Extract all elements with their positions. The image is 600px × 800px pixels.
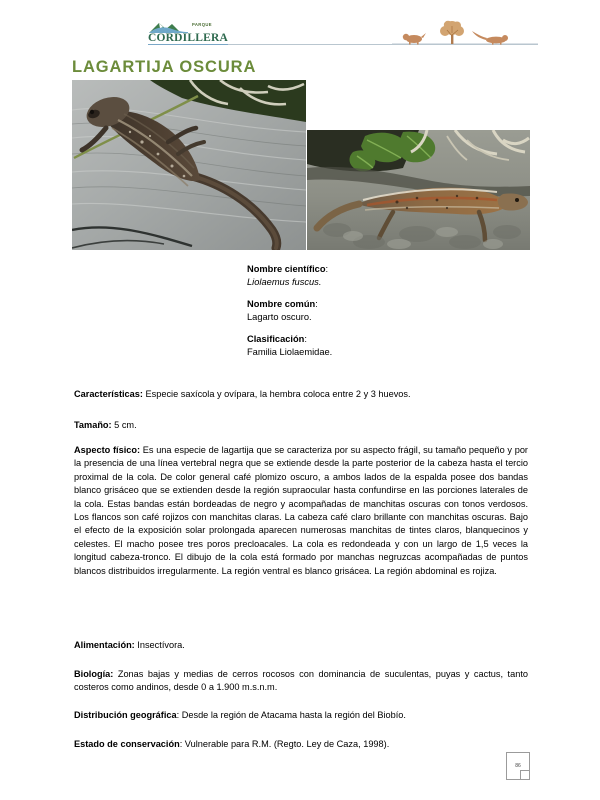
section-caracteristicas [74, 388, 528, 401]
logo-parque-text: PARQUE [192, 22, 213, 27]
page-header [0, 0, 600, 52]
aspecto-fisico-label: Aspecto físico: [74, 445, 141, 455]
biologia-label: Biología: [74, 669, 114, 679]
common-name-value: Lagarto oscuro. [247, 312, 312, 322]
parque-cordillera-logo [148, 20, 240, 46]
section-biologia [74, 668, 528, 695]
page-number-box: 86 [506, 752, 530, 780]
distribucion-label: Distribución geográfica [74, 710, 177, 720]
section-distribucion-geografica [74, 709, 528, 722]
caracteristicas-text: Especie saxícola y ovípara, la hembra coloca entre 2 y 3 huevos. [142, 389, 411, 399]
aspecto-fisico-text: Es una especie de lagartija que se caracteriza por su aspecto frágil, su tamaño pequeño y por la presencia de una línea vertebral negra que se extiende desde la parte posterior de la cabeza hasta el tercio proximal de la cola. De color general café plomizo oscuro, a ambos lados de la espalda posee dos bandas blanco grisáceo que se extienden desde la región supraocular hasta confundirse en las porciones laterales de la cola. Estas bandas están bordeadas de negro y acompañadas de manchitas oscuras con tonos verdosos. Los flancos son café rojizos con manchitas claras. La cabeza café claro brillante con manchitas oscuras. Bajo el efecto de la exposición solar prolongada aparecen numerosas manchitas de tintes claros, blanquecinos y celestes. El macho posee tres poros precloacales. La cola es redondeada y con un largo de 1,5 veces la longitud cabeza-tronco. El dibujo de la cola está formado por manchas negruzcas acompañadas de puntos blancos distribuidos irregularmente. La región ventral es blanco grisácea. La región abdominal es rojiza. [74, 445, 528, 576]
common-name-group [247, 298, 527, 324]
scientific-name-label: Nombre científico: [247, 264, 329, 274]
logo-underline [148, 44, 240, 45]
conservacion-text: : Vulnerable para R.M. (Regto. Ley de Caza, 1998). [179, 739, 390, 749]
lizard-photo-left [72, 80, 306, 250]
lizard-photo-right [307, 130, 530, 250]
alimentacion-text: Insectívora. [134, 640, 185, 650]
logo-cordillera-text: CORDILLERA [148, 32, 228, 44]
conservacion-label: Estado de conservación [74, 739, 180, 749]
scientific-name-value: Liolaemus fuscus. [247, 277, 322, 287]
species-spec-block [247, 263, 527, 368]
page-number-corner-fold [520, 770, 529, 779]
section-alimentacion [74, 639, 528, 652]
scientific-name-group [247, 263, 527, 289]
distribucion-text: : Desde la región de Atacama hasta la región del Biobío. [176, 710, 406, 720]
lizard-photo-right-graphic [307, 130, 530, 250]
classification-label: Clasificación: [247, 334, 307, 344]
lizard-photo-left-graphic [72, 80, 306, 250]
section-estado-conservacion [74, 738, 528, 751]
caracteristicas-label: Características: [74, 389, 143, 399]
biologia-text: Zonas bajas y medias de cerros rocosos con dominancia de suculentas, puyas y cactus, tanto costeros como andinos, desde 0 a 1.900 m.s.n.m. [74, 669, 528, 693]
page-title: LAGARTIJA OSCURA [72, 58, 257, 76]
classification-group [247, 333, 527, 359]
classification-value: Familia Liolaemidae. [247, 347, 333, 357]
common-name-label: Nombre común: [247, 299, 318, 309]
tamano-text: 5 cm. [111, 420, 137, 430]
tamano-label: Tamaño: [74, 420, 112, 430]
tree-and-animals-illustration [392, 20, 538, 46]
section-aspecto-fisico [74, 444, 528, 578]
section-tamano [74, 419, 528, 432]
alimentacion-label: Alimentación: [74, 640, 135, 650]
